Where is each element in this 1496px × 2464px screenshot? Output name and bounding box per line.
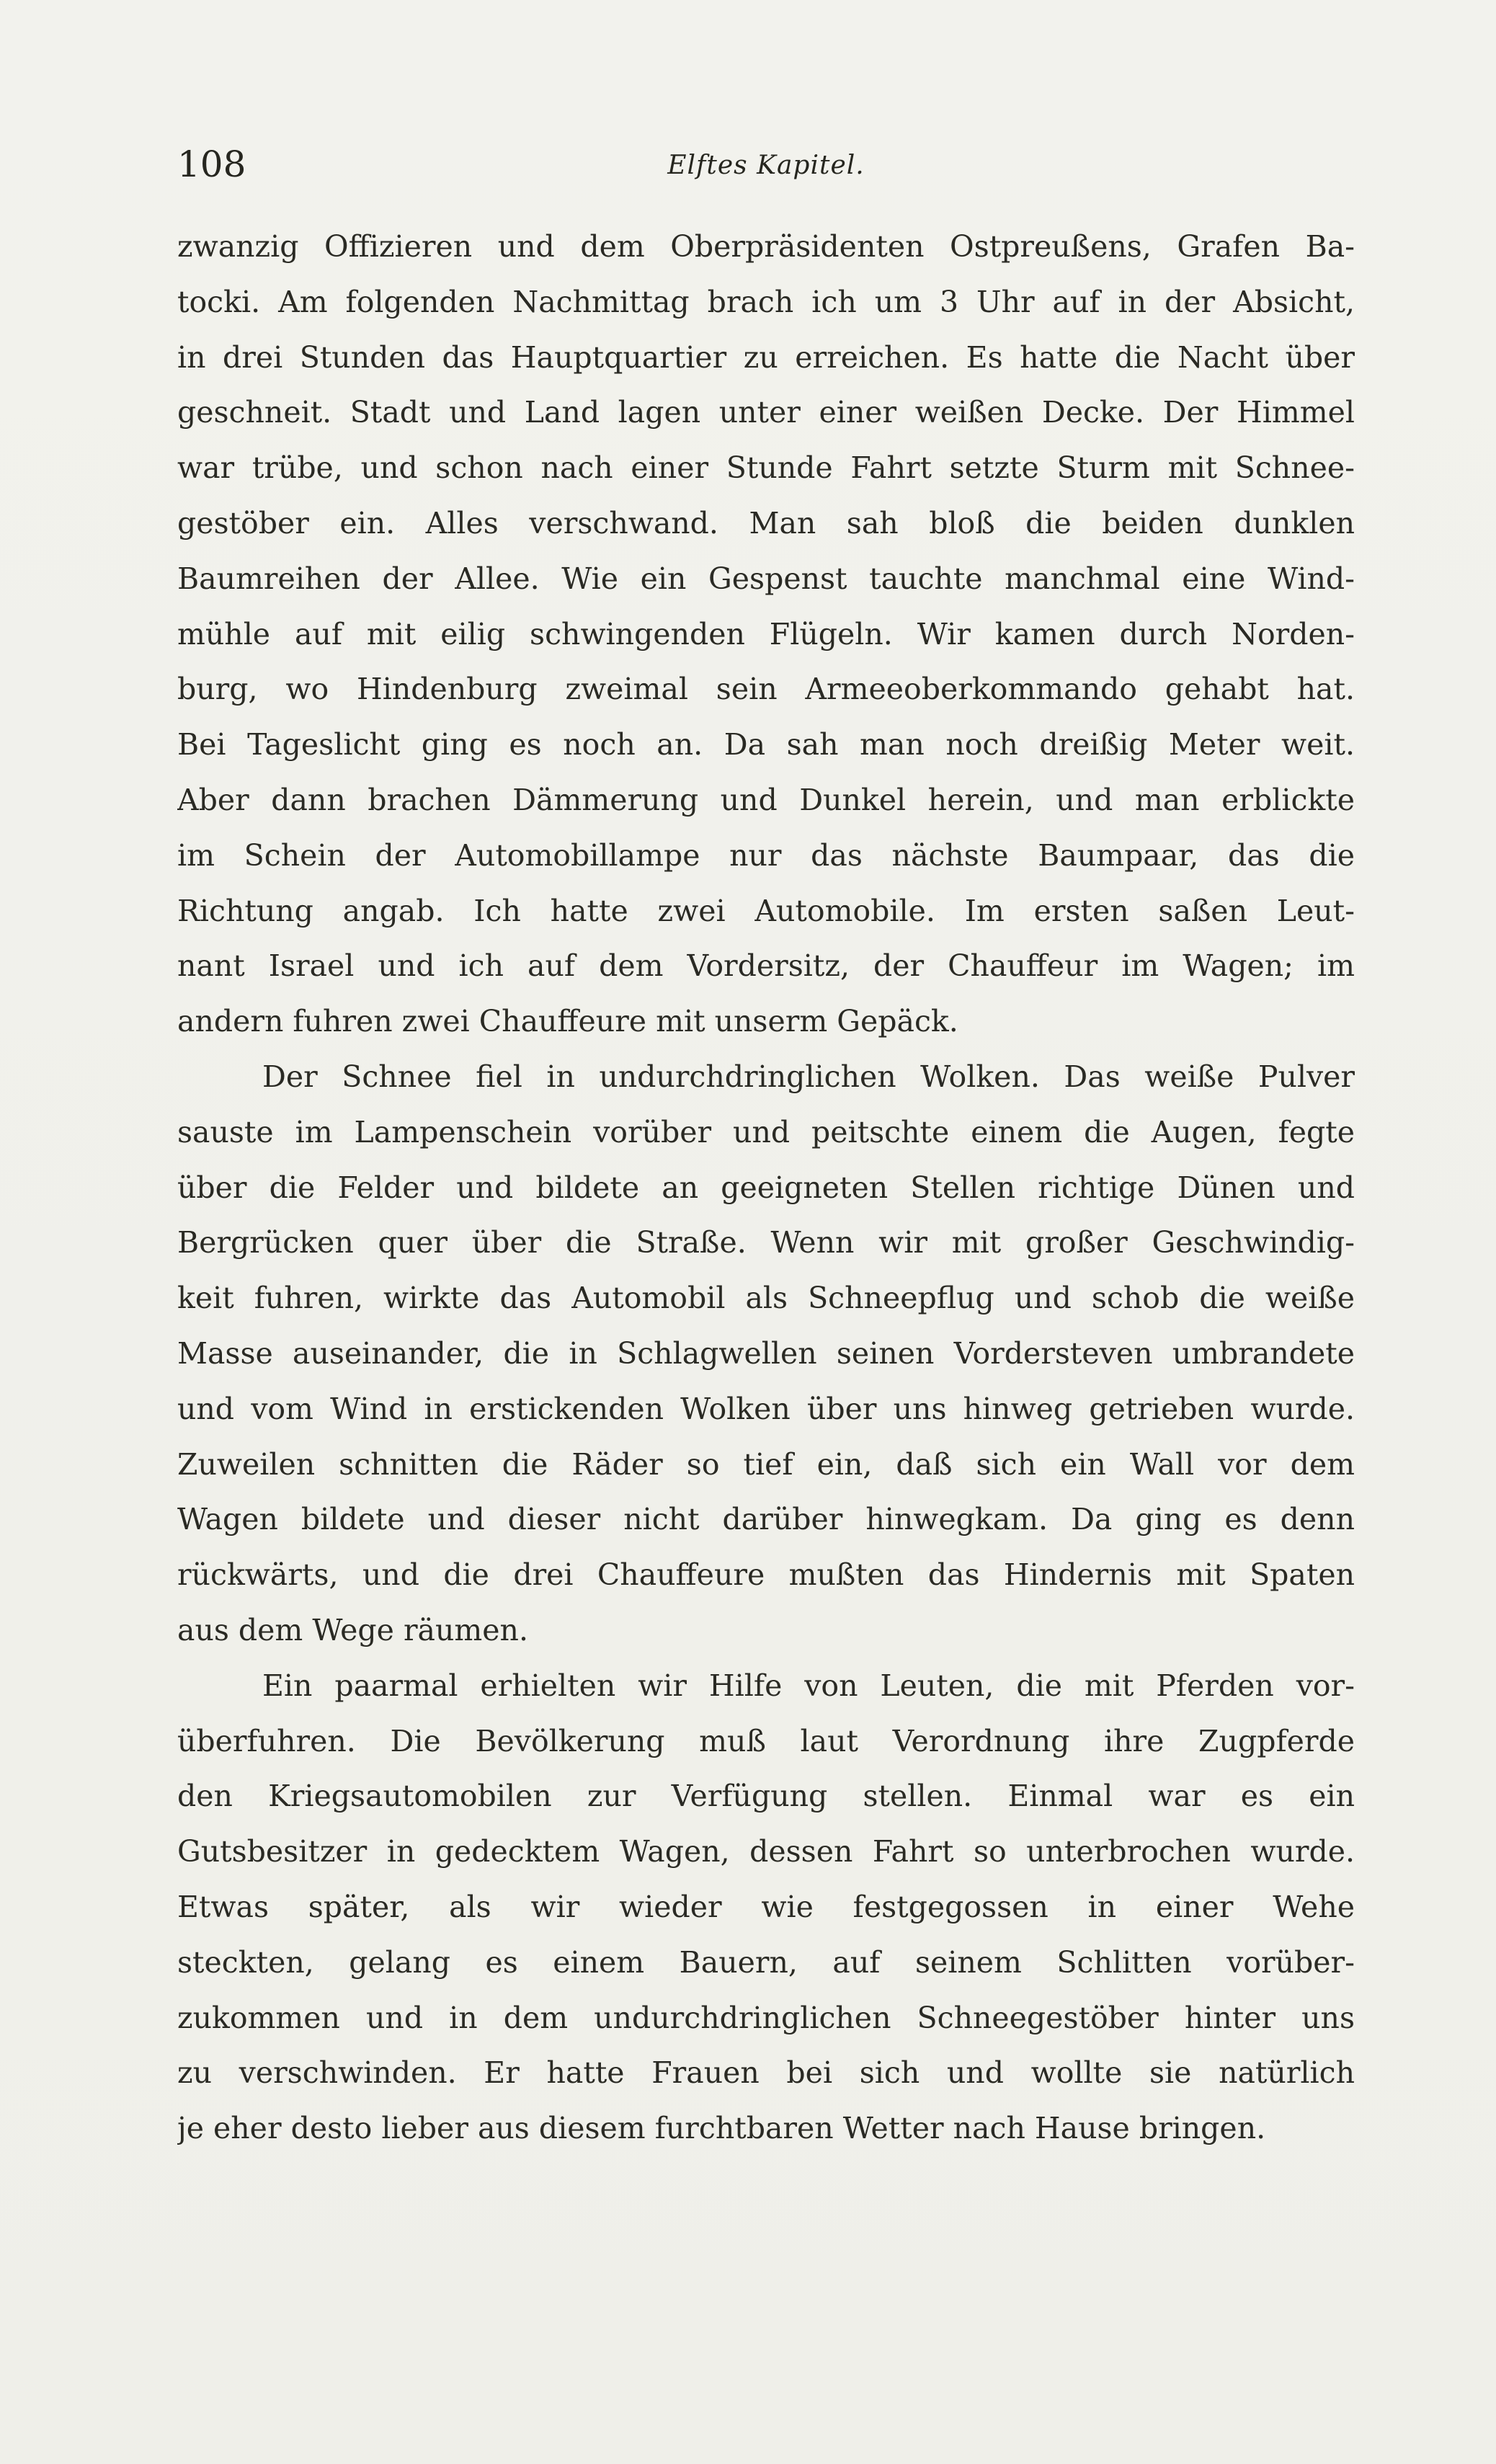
paragraph	[177, 219, 1355, 1049]
text-line: Etwas später, als wir wieder wie festgegossen in einer Wehe	[177, 1889, 1355, 1924]
text-line: überfuhren. Die Bevölkerung muß laut Verordnung ihre Zugpferde	[177, 1723, 1355, 1758]
text-line: Bei Tageslicht ging es noch an. Da sah man noch dreißig Meter weit.	[177, 727, 1355, 762]
text-line: rückwärts, und die drei Chauffeure mußten das Hindernis mit Spaten	[177, 1557, 1355, 1593]
text-line: war trübe, und schon nach einer Stunde Fahrt setzte Sturm mit Schnee-	[177, 450, 1355, 486]
text-line: und vom Wind in erstickenden Wolken über uns hinweg getrieben wurde.	[177, 1391, 1355, 1426]
text-line: andern fuhren zwei Chauffeure mit unserm Gepäck.	[177, 1004, 958, 1039]
text-line: Richtung angab. Ich hatte zwei Automobile. Im ersten saßen Leut-	[177, 893, 1355, 928]
text-line: im Schein der Automobillampe nur das nächste Baumpaar, das die	[177, 837, 1355, 873]
paragraph	[177, 1049, 1355, 1658]
text-line: Aber dann brachen Dämmerung und Dunkel herein, und man erblickte	[177, 782, 1355, 817]
text-line: Wagen bildete und dieser nicht darüber hinwegkam. Da ging es denn	[177, 1502, 1355, 1537]
text-line: Masse auseinander, die in Schlagwellen seinen Vordersteven umbrandete	[177, 1335, 1355, 1371]
text-line: den Kriegsautomobilen zur Verfügung stellen. Einmal war es ein	[177, 1779, 1355, 1814]
paragraph	[177, 1658, 1355, 2156]
text-line: burg, wo Hindenburg zweimal sein Armeeoberkommando gehabt hat.	[177, 672, 1355, 707]
text-line: tocki. Am folgenden Nachmittag brach ich um 3 Uhr auf in der Absicht,	[177, 284, 1355, 319]
text-line: geschneit. Stadt und Land lagen unter einer weißen Decke. Der Himmel	[177, 395, 1355, 430]
text-line: Gutsbesitzer in gedecktem Wagen, dessen Fahrt so unterbrochen wurde.	[177, 1834, 1355, 1869]
text-line: zu verschwinden. Er hatte Frauen bei sich und wollte sie natürlich	[177, 2055, 1355, 2091]
text-line: Zuweilen schnitten die Räder so tief ein, daß sich ein Wall vor dem	[177, 1446, 1355, 1482]
text-line: Baumreihen der Allee. Wie ein Gespenst tauchte manchmal eine Wind-	[177, 561, 1355, 596]
text-line: je eher desto lieber aus diesem furchtbaren Wetter nach Hause bringen.	[177, 2111, 1266, 2146]
text-line: gestöber ein. Alles verschwand. Man sah bloß die beiden dunklen	[177, 505, 1355, 541]
page-number: 108	[177, 143, 246, 185]
text-line: in drei Stunden das Hauptquartier zu erreichen. Es hatte die Nacht über	[177, 339, 1355, 375]
text-line: mühle auf mit eilig schwingenden Flügeln. Wir kamen durch Norden-	[177, 616, 1355, 651]
text-line: zwanzig Offizieren und dem Oberpräsidenten Ostpreußens, Grafen Ba-	[177, 229, 1355, 264]
text-line: über die Felder und bildete an geeigneten Stellen richtige Dünen und	[177, 1170, 1355, 1205]
text-line: steckten, gelang es einem Bauern, auf seinem Schlitten vorüber-	[177, 1944, 1355, 1980]
text-line: aus dem Wege räumen.	[177, 1612, 528, 1647]
text-line: Ein paarmal erhielten wir Hilfe von Leuten, die mit Pferden vor-	[262, 1668, 1355, 1703]
text-line: keit fuhren, wirkte das Automobil als Schneepflug und schob die weiße	[177, 1281, 1355, 1316]
text-line: Bergrücken quer über die Straße. Wenn wir mit großer Geschwindig-	[177, 1225, 1355, 1260]
page-header	[177, 141, 1355, 192]
text-line: zukommen und in dem undurchdringlichen Schneegestöber hinter uns	[177, 2000, 1355, 2035]
body-text	[177, 219, 1355, 2156]
text-line: sauste im Lampenschein vorüber und peitschte einem die Augen, fegte	[177, 1114, 1355, 1149]
text-line: Der Schnee fiel in undurchdringlichen Wolken. Das weiße Pulver	[262, 1059, 1355, 1094]
text-line: nant Israel und ich auf dem Vordersitz, der Chauffeur im Wagen; im	[177, 948, 1355, 984]
running-head: Elftes Kapitel.	[667, 151, 865, 180]
